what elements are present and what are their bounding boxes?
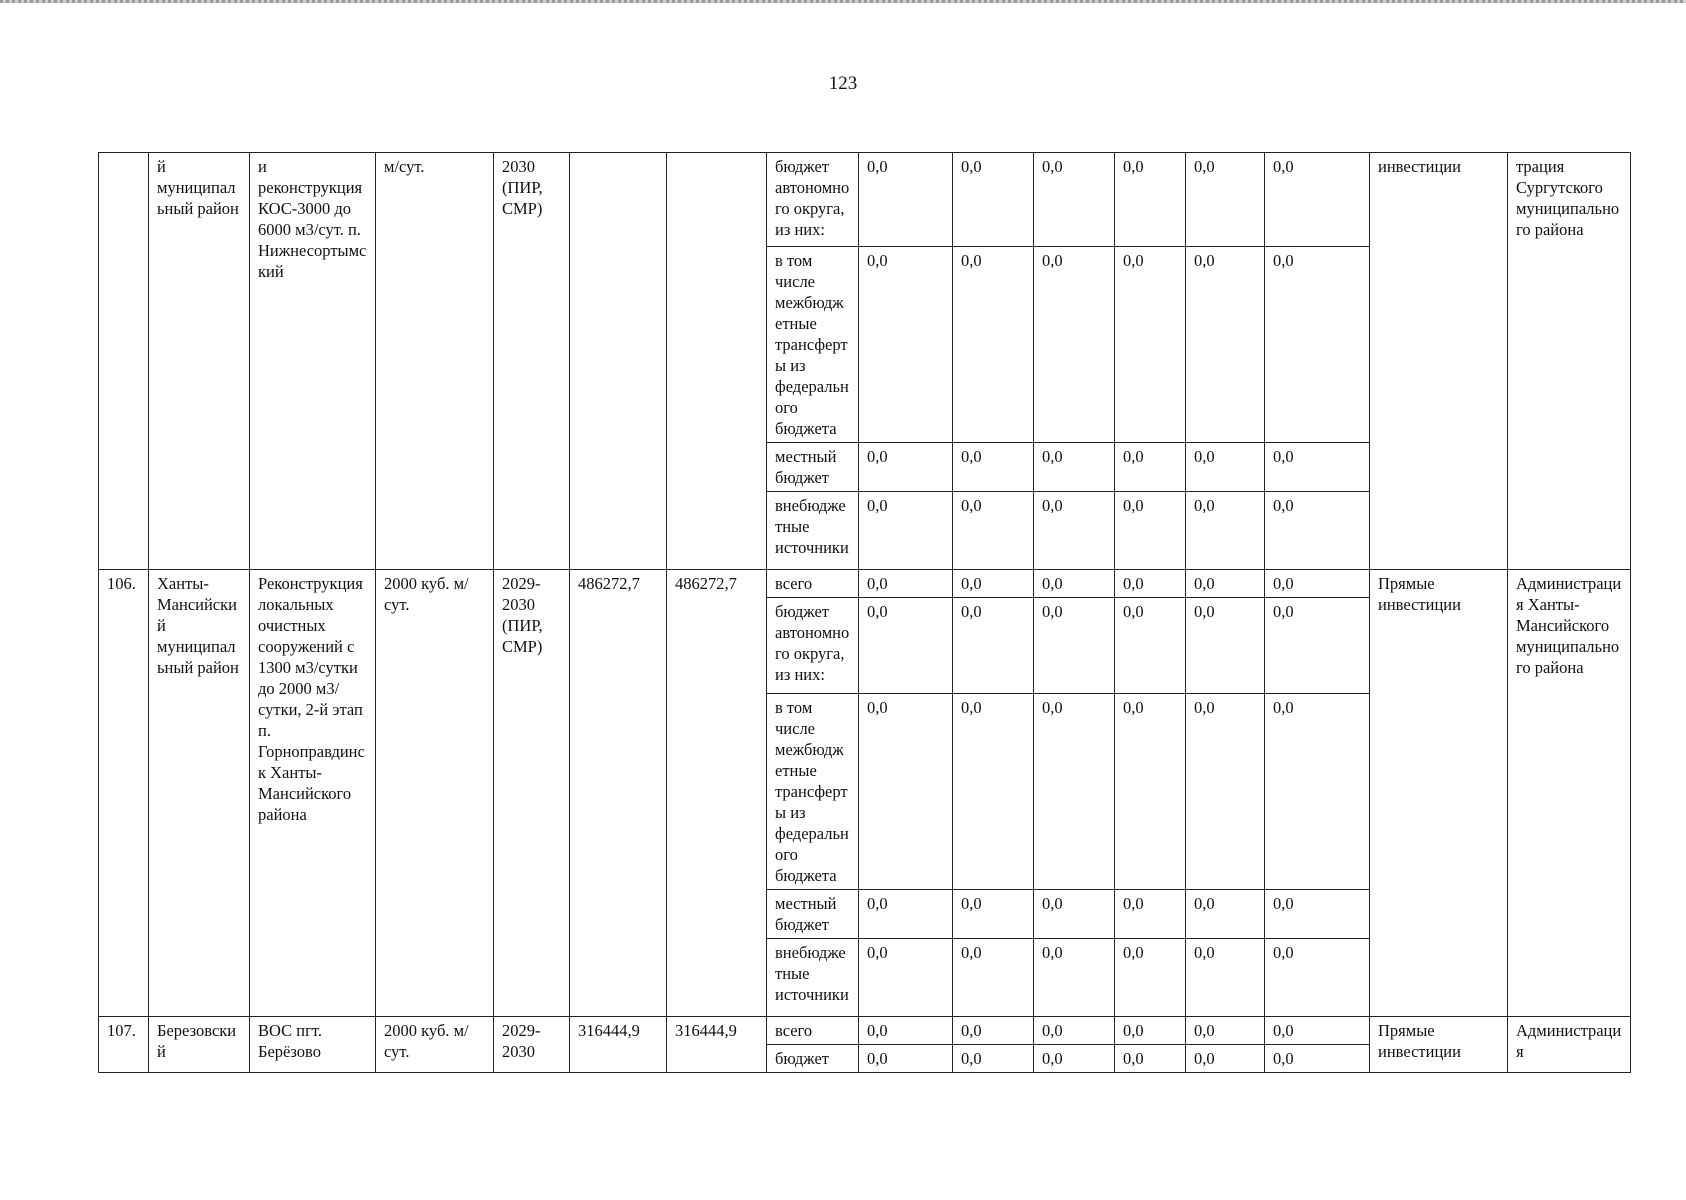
- value-cell: 0,0: [1034, 443, 1115, 492]
- municipality-cell: Ханты-Мансийский муниципальный район: [149, 570, 250, 1017]
- value-cell: 0,0: [1265, 694, 1370, 890]
- value-cell: 0,0: [953, 1017, 1034, 1045]
- value-cell: 0,0: [1034, 1045, 1115, 1073]
- funding-source-cell: всего: [767, 570, 859, 598]
- funding-source-cell: в том числе межбюджетные трансферты из федерального бюджета: [767, 247, 859, 443]
- value-cell: 0,0: [1186, 939, 1265, 1017]
- value-cell: 0,0: [1265, 1045, 1370, 1073]
- value-cell: 0,0: [859, 570, 953, 598]
- value-cell: 0,0: [1265, 443, 1370, 492]
- value-cell: 0,0: [1186, 1017, 1265, 1045]
- table-row: [99, 1017, 1631, 1045]
- cost-total-cell: 316444,9: [570, 1017, 667, 1073]
- value-cell: 0,0: [859, 153, 953, 247]
- value-cell: 0,0: [859, 247, 953, 443]
- value-cell: 0,0: [1265, 492, 1370, 570]
- period-cell: 2030 (ПИР, СМР): [494, 153, 570, 570]
- row-number: 106.: [99, 570, 149, 1017]
- funding-source-cell: бюджет: [767, 1045, 859, 1073]
- value-cell: 0,0: [859, 443, 953, 492]
- capacity-cell: м/сут.: [376, 153, 494, 570]
- value-cell: 0,0: [859, 1045, 953, 1073]
- cost-remaining-cell: 486272,7: [667, 570, 767, 1017]
- row-number: [99, 153, 149, 570]
- value-cell: 0,0: [1186, 694, 1265, 890]
- object-name-cell: Реконструкция локальных очистных сооружений с 1300 м3/сутки до 2000 м3/сутки, 2-й этап п. Горноправдинск Ханты-Мансийского района: [250, 570, 376, 1017]
- value-cell: 0,0: [953, 939, 1034, 1017]
- value-cell: 0,0: [1034, 598, 1115, 694]
- value-cell: 0,0: [1034, 1017, 1115, 1045]
- value-cell: 0,0: [1265, 1017, 1370, 1045]
- value-cell: 0,0: [1265, 247, 1370, 443]
- object-name-cell: и реконструкция КОС-3000 до 6000 м3/сут. п. Нижнесортымский: [250, 153, 376, 570]
- investment-table: [98, 152, 1631, 1073]
- value-cell: 0,0: [1115, 247, 1186, 443]
- value-cell: 0,0: [953, 492, 1034, 570]
- funding-source-cell: в том числе межбюджетные трансферты из федерального бюджета: [767, 694, 859, 890]
- period-cell: 2029-2030: [494, 1017, 570, 1073]
- customer-cell: Администрация Ханты-Мансийского муниципального района: [1508, 570, 1631, 1017]
- value-cell: 0,0: [953, 570, 1034, 598]
- value-cell: 0,0: [1115, 1017, 1186, 1045]
- value-cell: 0,0: [1186, 570, 1265, 598]
- value-cell: 0,0: [1115, 153, 1186, 247]
- value-cell: 0,0: [859, 1017, 953, 1045]
- value-cell: 0,0: [953, 153, 1034, 247]
- funding-source-cell: всего: [767, 1017, 859, 1045]
- table-body: [99, 153, 1631, 1073]
- value-cell: 0,0: [1186, 492, 1265, 570]
- value-cell: 0,0: [953, 694, 1034, 890]
- municipality-cell: Березовский: [149, 1017, 250, 1073]
- cost-remaining-cell: [667, 153, 767, 570]
- value-cell: 0,0: [1186, 1045, 1265, 1073]
- object-name-cell: ВОС пгт. Берёзово: [250, 1017, 376, 1073]
- funding-source-cell: местный бюджет: [767, 443, 859, 492]
- value-cell: 0,0: [1265, 153, 1370, 247]
- customer-cell: Администрация: [1508, 1017, 1631, 1073]
- value-cell: 0,0: [859, 890, 953, 939]
- value-cell: 0,0: [1186, 247, 1265, 443]
- investment-type-cell: инвестиции: [1370, 153, 1508, 570]
- cost-total-cell: [570, 153, 667, 570]
- value-cell: 0,0: [1115, 492, 1186, 570]
- capacity-cell: 2000 куб. м/сут.: [376, 570, 494, 1017]
- value-cell: 0,0: [1034, 492, 1115, 570]
- value-cell: 0,0: [1034, 890, 1115, 939]
- value-cell: 0,0: [953, 247, 1034, 443]
- value-cell: 0,0: [1115, 570, 1186, 598]
- investment-type-cell: Прямые инвестиции: [1370, 1017, 1508, 1073]
- value-cell: 0,0: [1034, 570, 1115, 598]
- value-cell: 0,0: [1034, 247, 1115, 443]
- value-cell: 0,0: [1115, 443, 1186, 492]
- value-cell: 0,0: [1265, 570, 1370, 598]
- investment-type-cell: Прямые инвестиции: [1370, 570, 1508, 1017]
- page-number: 123: [828, 73, 858, 94]
- value-cell: 0,0: [1265, 598, 1370, 694]
- table-row: [99, 153, 1631, 247]
- value-cell: 0,0: [953, 890, 1034, 939]
- value-cell: 0,0: [953, 598, 1034, 694]
- scan-edge: [0, 0, 1686, 3]
- cost-total-cell: 486272,7: [570, 570, 667, 1017]
- value-cell: 0,0: [1186, 890, 1265, 939]
- table-row: [99, 570, 1631, 598]
- value-cell: 0,0: [1186, 153, 1265, 247]
- row-number: 107.: [99, 1017, 149, 1073]
- funding-source-cell: бюджет автономного округа, из них:: [767, 153, 859, 247]
- cost-remaining-cell: 316444,9: [667, 1017, 767, 1073]
- value-cell: 0,0: [1034, 939, 1115, 1017]
- capacity-cell: 2000 куб. м/сут.: [376, 1017, 494, 1073]
- customer-cell: трация Сургутского муниципального района: [1508, 153, 1631, 570]
- value-cell: 0,0: [1186, 598, 1265, 694]
- funding-source-cell: внебюджетные источники: [767, 939, 859, 1017]
- value-cell: 0,0: [1115, 1045, 1186, 1073]
- value-cell: 0,0: [1115, 598, 1186, 694]
- value-cell: 0,0: [1115, 694, 1186, 890]
- value-cell: 0,0: [859, 694, 953, 890]
- value-cell: 0,0: [953, 443, 1034, 492]
- period-cell: 2029-2030 (ПИР, СМР): [494, 570, 570, 1017]
- value-cell: 0,0: [859, 598, 953, 694]
- municipality-cell: й муниципальный район: [149, 153, 250, 570]
- value-cell: 0,0: [1115, 939, 1186, 1017]
- value-cell: 0,0: [953, 1045, 1034, 1073]
- value-cell: 0,0: [859, 939, 953, 1017]
- value-cell: 0,0: [859, 492, 953, 570]
- funding-source-cell: бюджет автономного округа, из них:: [767, 598, 859, 694]
- value-cell: 0,0: [1265, 939, 1370, 1017]
- funding-source-cell: внебюджетные источники: [767, 492, 859, 570]
- value-cell: 0,0: [1034, 153, 1115, 247]
- value-cell: 0,0: [1265, 890, 1370, 939]
- funding-source-cell: местный бюджет: [767, 890, 859, 939]
- value-cell: 0,0: [1034, 694, 1115, 890]
- value-cell: 0,0: [1115, 890, 1186, 939]
- value-cell: 0,0: [1186, 443, 1265, 492]
